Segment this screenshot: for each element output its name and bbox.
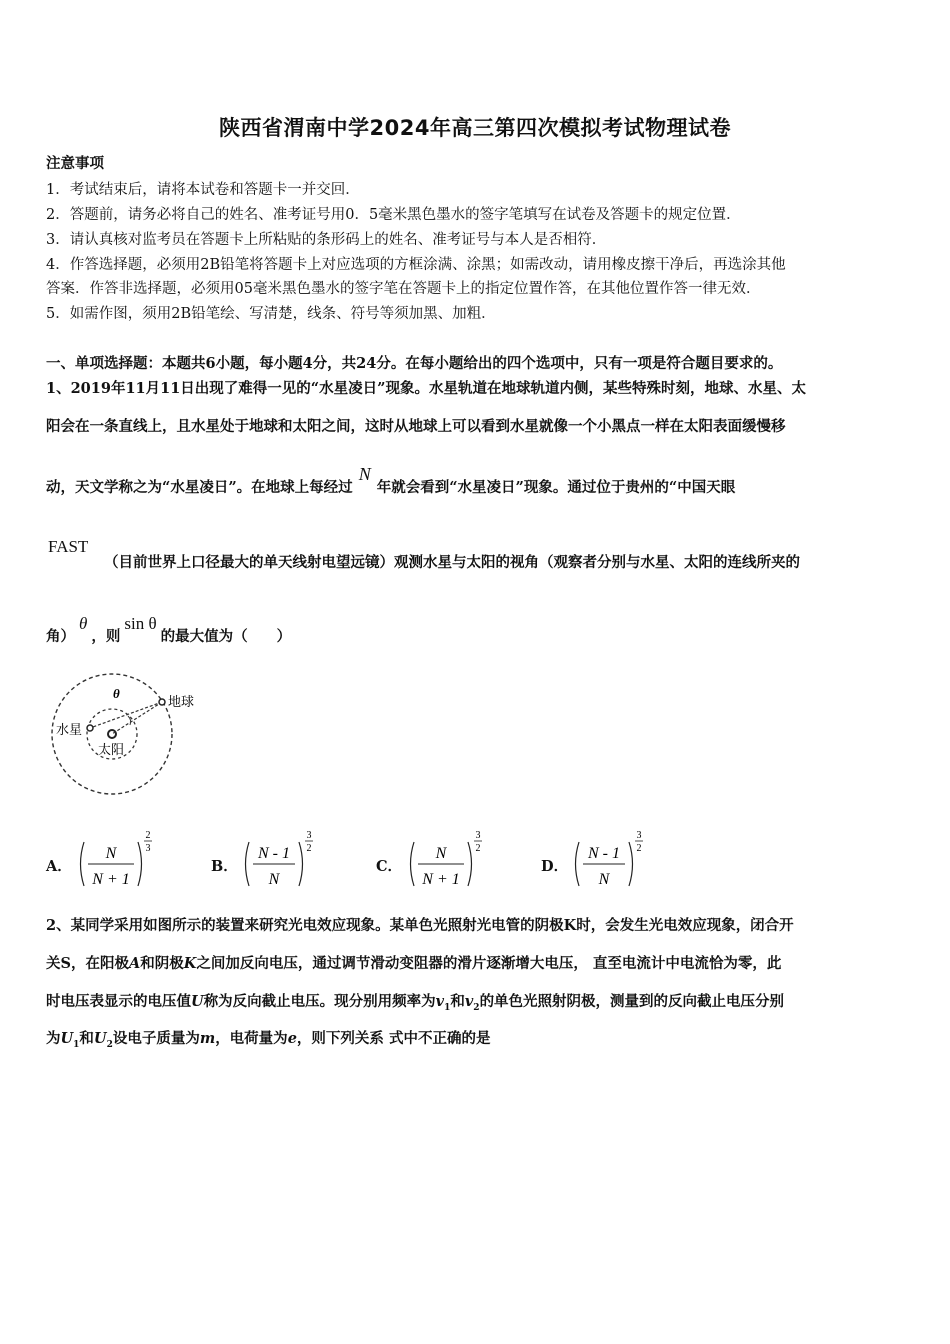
symbol-v2: v	[464, 993, 474, 1010]
symbol-v1: v	[435, 993, 445, 1010]
option-label: C．	[376, 858, 403, 875]
q2-text: 为	[46, 1030, 61, 1047]
symbol-m: m	[199, 1030, 216, 1047]
q1-text: ，则	[91, 628, 121, 645]
symbol-e: e	[287, 1030, 297, 1047]
option-numerator: N - 1	[258, 845, 290, 862]
q1-text: 年就会看到“水星凌日”现象。通过位于贵州的“中国天眼	[376, 479, 736, 496]
figure-mercury-label: 水星	[56, 723, 83, 738]
option-a-formula	[74, 828, 184, 894]
option-numerator: N	[105, 845, 117, 862]
option-b[interactable]	[211, 828, 361, 894]
symbol-theta: θ	[79, 614, 88, 633]
q2-text: 之间加反向电压，通过调节滑动变阻器的滑片逐渐增大电压， 直至电流计中电流恰为零，此	[196, 955, 782, 972]
q1-line	[46, 464, 736, 497]
earth-icon	[159, 699, 165, 705]
subscript: 2	[473, 1002, 480, 1013]
q2-text: 关S，在阳极	[46, 955, 129, 972]
symbol-N: N	[358, 464, 371, 484]
fast-label: FAST	[48, 537, 89, 556]
option-numerator: N - 1	[588, 845, 620, 862]
exponent-numerator: 3	[475, 830, 481, 841]
q2-line: 2、某同学采用如图所示的装置来研究光电效应现象。某单色光照射光电管的阴极K时，会发生光电效应现象，闭合开	[46, 917, 794, 934]
q2-line	[46, 990, 784, 1013]
q2-line	[46, 952, 781, 973]
q2-text: 时电压表显示的电压值	[46, 993, 191, 1010]
symbol-A: A	[128, 955, 141, 972]
q1-text: 角）	[46, 628, 75, 645]
q2-text: ，电荷量为	[215, 1030, 288, 1047]
option-a[interactable]	[46, 828, 196, 894]
symbol-U2: U	[93, 1030, 107, 1047]
note-item: 5．如需作图，须用2B铅笔绘、写清楚，线条、符号等须加黑、加粗．	[46, 306, 496, 322]
q1-line	[46, 614, 292, 646]
option-denominator: N + 1	[422, 871, 460, 888]
symbol-sin-theta: sin θ	[124, 614, 157, 633]
note-item: 答案．作答非选择题，必须用05毫米黑色墨水的签字笔在答题卡上的指定位置作答，在其他位置作答一律无效．	[46, 281, 761, 297]
figure-sun-label: 太阳	[98, 743, 125, 758]
q2-text: 设电子质量为	[112, 1030, 200, 1047]
subscript: 1	[73, 1039, 80, 1050]
option-b-formula	[239, 828, 349, 894]
option-c-formula	[404, 828, 514, 894]
q1-text: 的最大值为（ ）	[160, 628, 292, 645]
subscript: 1	[444, 1002, 451, 1013]
option-denominator: N	[598, 871, 610, 888]
exponent-denominator: 3	[145, 843, 151, 854]
q2-text: 和	[450, 993, 465, 1010]
note-item: 4．作答选择题，必须用2B铅笔将答题卡上对应选项的方框涂满、涂黑；如需改动，请用橡皮擦干净后，再选涂其他	[46, 257, 786, 273]
q1-line: 阳会在一条直线上，且水星处于地球和太阳之间，这时从地球上可以看到水星就像一个小黑点一样在太阳表面缓慢移	[46, 418, 786, 435]
mercury-icon	[87, 725, 93, 731]
option-d[interactable]	[541, 828, 691, 894]
section-header: 一、单项选择题：本题共6小题，每小题4分，共24分。在每小题给出的四个选项中，只有一项是符合题目要求的。	[46, 355, 783, 372]
option-label: B．	[211, 858, 238, 875]
q2-text: ，则下列关系 式中不正确的是	[296, 1030, 491, 1047]
orbit-figure	[46, 672, 216, 802]
exponent-numerator: 3	[636, 830, 642, 841]
figure-earth-label: 地球	[168, 695, 195, 710]
q2-line	[46, 1027, 490, 1050]
symbol-U1: U	[60, 1030, 74, 1047]
note-item: 2．答题前，请务必将自己的姓名、准考证号用0．5毫米黑色墨水的签字笔填写在试卷及答题卡的规定位置．	[46, 207, 741, 223]
sight-line-mercury	[90, 702, 162, 728]
option-numerator: N	[435, 845, 447, 862]
exponent-numerator: 2	[145, 830, 151, 841]
q1-options	[46, 828, 946, 894]
q2-text: 和	[79, 1030, 94, 1047]
option-label: D．	[541, 858, 569, 875]
q1-line: 1、2019年11月11日出现了难得一见的“水星凌日”现象。水星轨道在地球轨道内侧，某些特殊时刻，地球、水星、太	[46, 380, 806, 397]
figure-theta-label: θ	[113, 686, 120, 701]
exponent-numerator: 3	[306, 830, 312, 841]
symbol-K: K	[183, 955, 197, 972]
option-denominator: N	[268, 871, 280, 888]
exponent-denominator: 2	[475, 843, 481, 854]
q2-text: 的单色光照射阴极，测量到的反向截止电压分别	[479, 993, 785, 1010]
q2-text: 和阴极	[140, 955, 184, 972]
exponent-denominator: 2	[306, 843, 312, 854]
note-item: 3．请认真核对监考员在答题卡上所粘贴的条形码上的姓名、准考证号与本人是否相符．	[46, 232, 607, 248]
q1-text: 动，天文学称之为“水星凌日”。在地球上每经过	[46, 479, 353, 496]
subscript: 2	[106, 1039, 113, 1050]
note-item: 1．考试结束后，请将本试卷和答题卡一并交回．	[46, 182, 360, 198]
symbol-U: U	[191, 993, 204, 1010]
angle-arc	[128, 716, 131, 725]
option-label: A．	[46, 858, 72, 875]
page-title: 陕西省渭南中学2024年高三第四次模拟考试物理试卷	[219, 116, 731, 140]
option-d-formula	[569, 828, 679, 894]
q1-line: （目前世界上口径最大的单天线射电望远镜）观测水星与太阳的视角（观察者分别与水星、太阳的连线所夹的	[104, 554, 800, 571]
notes-heading: 注意事项	[46, 155, 104, 172]
option-c[interactable]	[376, 828, 526, 894]
exponent-denominator: 2	[636, 843, 642, 854]
option-denominator: N + 1	[92, 871, 130, 888]
q2-text: 称为反向截止电压。现分别用频率为	[203, 993, 436, 1010]
